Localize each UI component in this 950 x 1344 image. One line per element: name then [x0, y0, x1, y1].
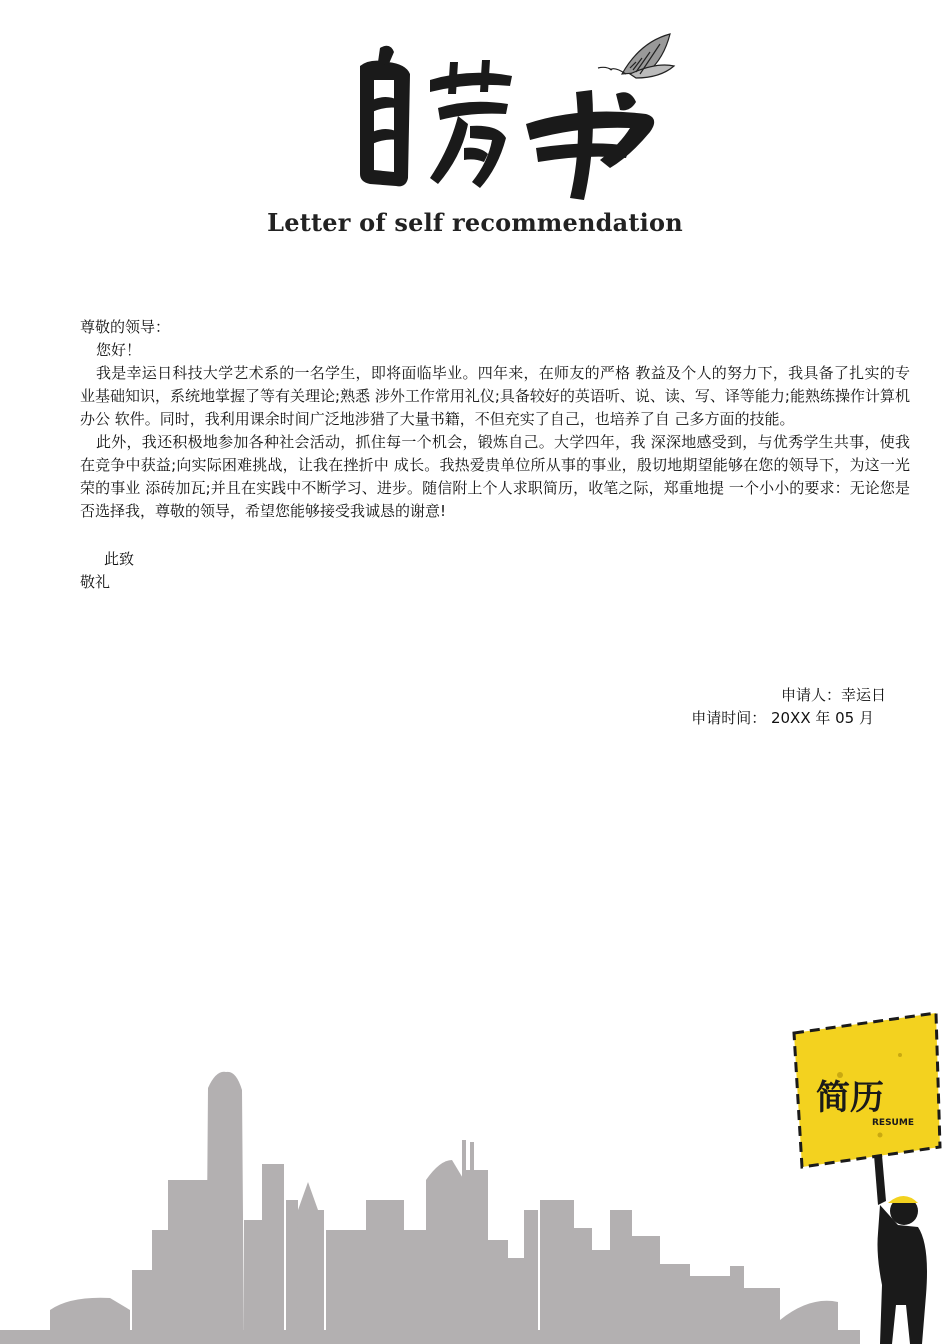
date-line: 申请时间： 20XX 年 05 月	[691, 709, 874, 727]
applicant-line: 申请人：幸运日	[780, 686, 886, 704]
person-holding-sign-illustration	[780, 1005, 950, 1344]
resume-sign-board	[794, 1013, 940, 1167]
closing-cizhi: 此致	[104, 550, 135, 568]
calligraphy-char-shu	[526, 90, 654, 200]
title-calligraphy	[330, 28, 690, 208]
letter-body	[80, 316, 910, 594]
butterfly-icon	[598, 34, 674, 78]
subtitle: Letter of self recommendation	[267, 208, 683, 237]
paragraph-1: 我是幸运日科技大学艺术系的一名学生，即将面临毕业。四年来，在师友的严格 教益及个人的努力下，我具备了扎实的专业基础知识，系统地掌握了等有关理论;熟悉 涉外工作常用礼仪;具备较好的英语听、说、读、写、译等能力;能熟练操作计算机办公 软件。同时，我利用课余时间广泛地涉猎了大量书籍，不但充实了自己，也培养了自 己多方面的技能。	[80, 364, 910, 428]
sign-text-en: RESUME	[872, 1118, 914, 1128]
closing-jingli: 敬礼	[80, 573, 111, 591]
salutation: 您好！	[96, 341, 142, 359]
paragraph-2: 此外，我还积极地参加各种社会活动，抓住每一个机会，锻炼自己。大学四年，我 深深地感受到，与优秀学生共事，使我在竞争中获益;向实际困难挑战，让我在挫折中 成长。我热爱贵单位所从事的事业，殷切地期望能够在您的领导下，为这一光荣的事业 添砖加瓦;并且在实践中不断学习、进步。随信附上个人求职简历，收笔之际，郑重地提 一个小小的要求：无论您是否选择我，尊敬的领导，希望您能够接受我诚恳的谢意!	[80, 433, 910, 520]
signature-block	[691, 684, 886, 730]
calligraphy-char-zi	[360, 46, 410, 187]
calligraphy-char-jian	[430, 60, 512, 188]
person-silhouette	[874, 1155, 927, 1344]
greeting: 尊敬的领导：	[80, 318, 171, 336]
sign-text-cn: 简历	[816, 1078, 884, 1118]
